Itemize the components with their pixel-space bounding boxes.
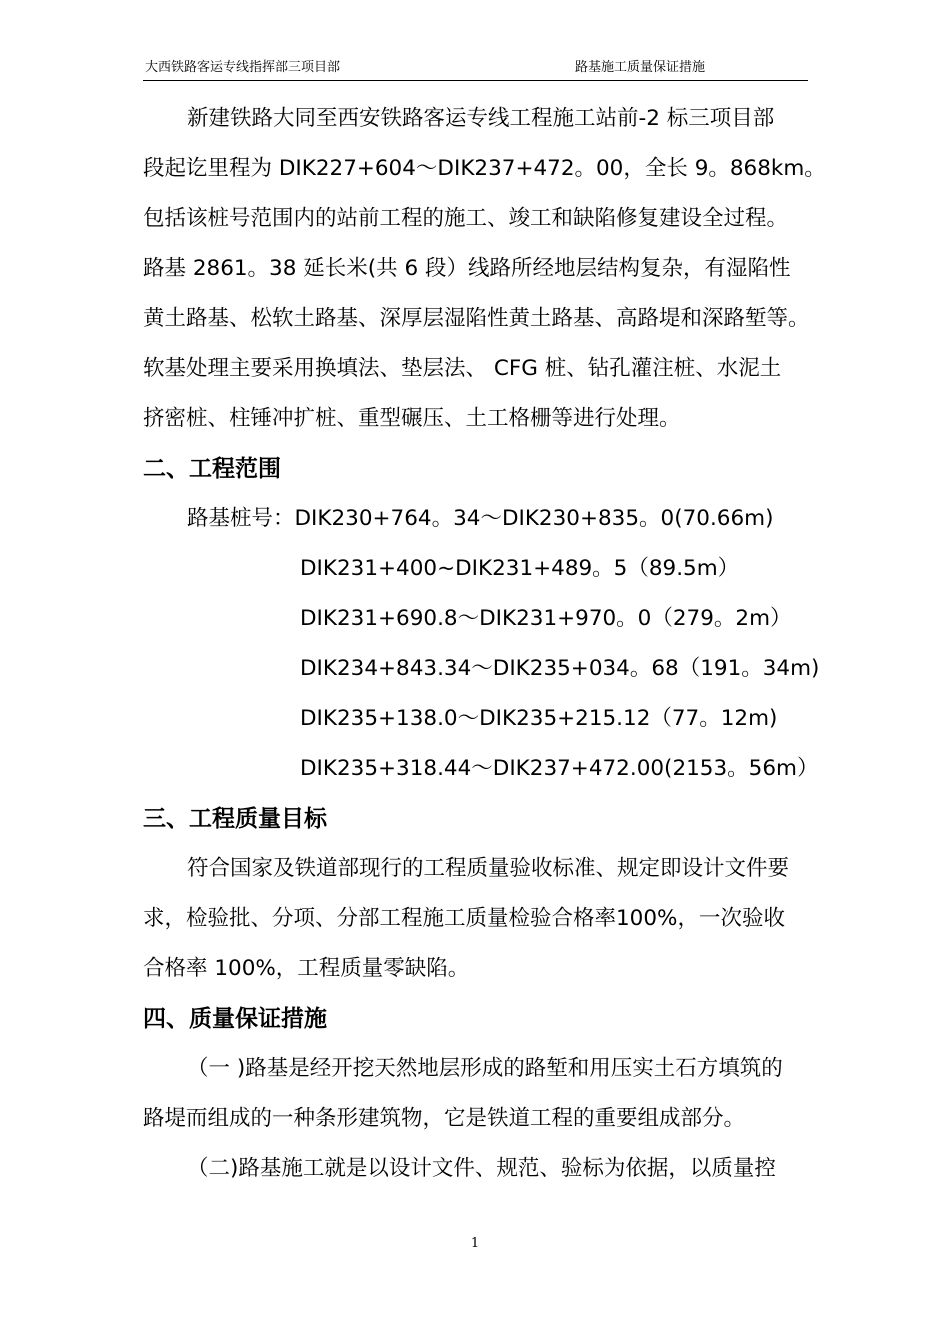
scope-range-line: DIK231+400~DIK231+489。5（89.5m） — [300, 556, 740, 581]
intro-line: 黄土路基、松软土路基、深厚层湿陷性黄土路基、高路堤和深路堑等。 — [143, 306, 810, 331]
section-heading-quality-goal: 三、工程质量目标 — [143, 806, 327, 832]
intro-line: 包括该桩号范围内的站前工程的施工、竣工和缺陷修复建设全过程。 — [143, 206, 789, 231]
quality-goal-line: 符合国家及铁道部现行的工程质量验收标准、规定即设计文件要 — [187, 856, 790, 881]
header-left-text: 大西铁路客运专线指挥部三项目部 — [145, 60, 341, 75]
scope-range-line: DIK231+690.8～DIK231+970。0（279。2m） — [300, 606, 792, 631]
intro-line: 挤密桩、柱锤冲扩桩、重型碾压、土工格栅等进行处理。 — [143, 406, 681, 431]
measures-line: （一 )路基是经开挖天然地层形成的路堑和用压实土石方填筑的 — [187, 1056, 783, 1081]
scope-first-line: 路基桩号：DIK230+764。34～DIK230+835。0(70.66m) — [187, 506, 774, 531]
intro-line: 路基 2861。38 延长米(共 6 段）线路所经地层结构复杂，有湿陷性 — [143, 256, 791, 281]
section-heading-scope: 二、工程范围 — [143, 456, 281, 482]
intro-line: 段起讫里程为 DIK227+604～DIK237+472。00，全长 9。868km。 — [143, 156, 826, 181]
document-body — [143, 94, 826, 1194]
quality-goal-line: 合格率 100%，工程质量零缺陷。 — [143, 956, 470, 981]
section-heading-measures: 四、质量保证措施 — [143, 1006, 327, 1032]
intro-line: 新建铁路大同至西安铁路客运专线工程施工站前-2 标三项目部 — [187, 106, 775, 131]
intro-line: 软基处理主要采用换填法、垫层法、 CFG 桩、钻孔灌注桩、水泥土 — [143, 356, 782, 381]
scope-range-line: DIK235+318.44～DIK237+472.00(2153。56m） — [300, 756, 819, 781]
header-right-text: 路基施工质量保证措施 — [575, 60, 706, 75]
page-number: 1 — [470, 1236, 480, 1251]
page-header — [143, 52, 808, 81]
scope-range-line: DIK235+138.0～DIK235+215.12（77。12m) — [300, 706, 778, 731]
measures-line: （二)路基施工就是以设计文件、规范、验标为依据，以质量控 — [187, 1156, 776, 1181]
quality-goal-line: 求，检验批、分项、分部工程施工质量检验合格率100%，一次验收 — [143, 906, 785, 931]
measures-line: 路堤而组成的一种条形建筑物，它是铁道工程的重要组成部分。 — [143, 1106, 746, 1131]
scope-range-line: DIK234+843.34～DIK235+034。68（191。34m) — [300, 656, 820, 681]
